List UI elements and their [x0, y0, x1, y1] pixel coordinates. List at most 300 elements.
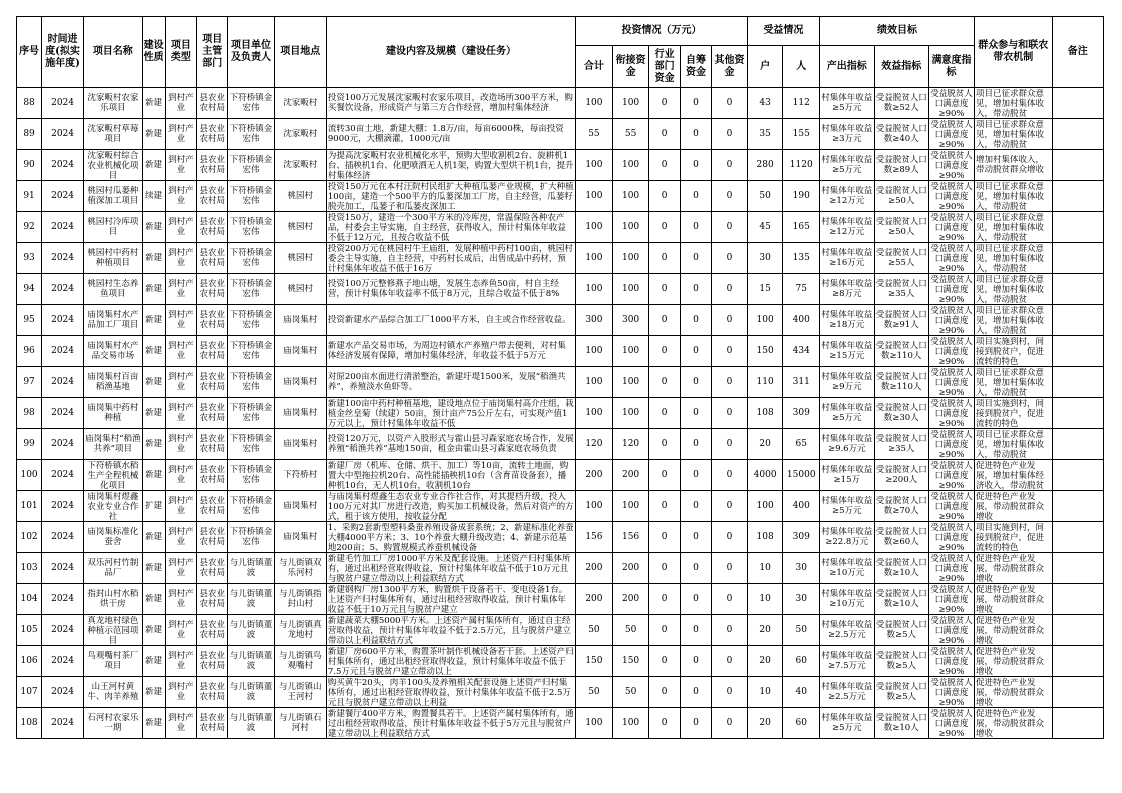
cell-people-text: 135 — [792, 253, 810, 263]
cell-year — [42, 305, 84, 336]
cell-people-text: 309 — [792, 408, 810, 418]
cell-seq — [17, 553, 42, 584]
cell-seq-text: 98 — [23, 408, 35, 418]
cell-households — [747, 150, 783, 181]
cell-satisfaction-text: 受益脱贫人口满意度≥90% — [930, 522, 973, 552]
cell-seq — [17, 367, 42, 398]
cell-inv-dept — [649, 460, 680, 491]
cell-dept — [197, 243, 228, 274]
cell-effect-text: 受益脱贫人口数≥89人 — [875, 155, 927, 175]
cell-dept-text: 县农业农村局 — [199, 403, 226, 423]
cell-households-text: 30 — [759, 253, 771, 263]
cell-effect-text: 受益脱贫人口≥200人 — [875, 465, 927, 485]
table-row — [17, 88, 1104, 119]
cell-inv-dept — [649, 212, 680, 243]
cell-output — [820, 522, 874, 553]
table-row — [17, 119, 1104, 150]
cell-nature-text: 新建 — [145, 594, 163, 604]
cell-year-text: 2024 — [51, 532, 75, 542]
cell-inv-self-text: 0 — [693, 718, 699, 728]
cell-households — [747, 212, 783, 243]
cell-content — [326, 305, 575, 336]
cell-inv-linked-text: 120 — [621, 439, 640, 449]
cell-inv-total — [576, 460, 613, 491]
cell-people-text: 165 — [792, 222, 810, 232]
cell-inv-linked-text: 200 — [621, 563, 640, 573]
cell-inv-other — [712, 491, 748, 522]
cell-inv-self — [680, 150, 711, 181]
cell-nature-text: 新建 — [145, 129, 163, 139]
cell-remark — [1052, 274, 1104, 305]
cell-output-text: 村集体年收益≥5万元 — [821, 713, 873, 733]
cell-inv-dept-text: 0 — [661, 687, 668, 697]
cell-location-text: 桃园村 — [287, 253, 313, 263]
cell-dept — [197, 336, 228, 367]
cell-type — [165, 708, 196, 739]
cell-content — [326, 274, 575, 305]
cell-nature — [142, 460, 165, 491]
cell-location — [274, 181, 326, 212]
cell-remark — [1052, 584, 1104, 615]
header-investment: 投资情况（万元） — [576, 17, 748, 46]
cell-satisfaction-text: 受益脱贫人口满意度≥90% — [930, 212, 973, 242]
cell-inv-other — [712, 646, 748, 677]
cell-inv-self-text: 0 — [693, 346, 699, 356]
cell-inv-total — [576, 398, 613, 429]
cell-nature — [142, 212, 165, 243]
cell-inv-other-text: 0 — [726, 439, 733, 449]
cell-inv-self — [680, 429, 711, 460]
cell-dept-text: 县农业农村局 — [199, 465, 226, 485]
cell-mechanism-text: 项目已征求群众意见，增加村集体收入，带动脱贫 — [976, 243, 1045, 273]
cell-households-text: 108 — [756, 532, 774, 542]
cell-inv-dept — [649, 429, 680, 460]
cell-inv-linked-text: 150 — [621, 656, 640, 666]
cell-mechanism-text: 项目已征求群众意见，增加村集体收入，带动脱贫 — [976, 212, 1045, 242]
cell-households — [747, 398, 783, 429]
cell-inv-total — [576, 336, 613, 367]
cell-nature — [142, 181, 165, 212]
cell-households-text: 20 — [759, 718, 771, 728]
cell-households-text: 15 — [759, 284, 771, 294]
cell-people-text: 60 — [795, 718, 807, 728]
cell-name — [84, 646, 143, 677]
cell-seq — [17, 398, 42, 429]
cell-location — [274, 615, 326, 646]
cell-name-text: 沈家畈村农家乐项目 — [87, 93, 139, 113]
cell-households — [747, 708, 783, 739]
cell-year-text: 2024 — [51, 625, 75, 635]
cell-effect-text: 受益脱贫人口数≥110人 — [875, 341, 927, 361]
cell-inv-total-text: 100 — [585, 346, 603, 356]
cell-effect-text: 受益脱贫人口数≥52人 — [875, 93, 927, 113]
cell-inv-other-text: 0 — [726, 284, 733, 294]
cell-nature-text: 新建 — [145, 377, 163, 387]
cell-inv-self-text: 0 — [693, 563, 699, 573]
cell-people — [783, 305, 820, 336]
cell-inv-linked — [612, 119, 649, 150]
cell-location — [274, 522, 326, 553]
cell-people — [783, 584, 820, 615]
cell-effect — [874, 367, 928, 398]
cell-inv-self-text: 0 — [693, 594, 699, 604]
cell-name-text: 沈家畈村综合农业机械化项目 — [87, 150, 139, 180]
cell-content-text: 投资100万元发展沈家畈村农家乐项目，改造场所300平方米，购买餐饮设备，形成资产与第三方合作经营，增加村集体经济 — [327, 93, 573, 113]
cell-remark — [1052, 305, 1104, 336]
cell-inv-other-text: 0 — [726, 191, 733, 201]
cell-content — [326, 119, 575, 150]
cell-people-text: 190 — [792, 191, 810, 201]
cell-output — [820, 305, 874, 336]
cell-seq-text: 106 — [20, 656, 38, 666]
cell-year-text: 2024 — [51, 687, 75, 697]
cell-inv-total — [576, 491, 613, 522]
cell-dept — [197, 553, 228, 584]
cell-location — [274, 677, 326, 708]
cell-inv-self-text: 0 — [693, 253, 699, 263]
cell-location-text: 庙岗集村 — [283, 501, 318, 511]
cell-households-text: 20 — [759, 656, 771, 666]
cell-people — [783, 398, 820, 429]
cell-satisfaction-text: 受益脱贫人口满意度≥90% — [930, 398, 973, 428]
cell-inv-self-text: 0 — [693, 470, 699, 480]
cell-location — [274, 150, 326, 181]
cell-output — [820, 274, 874, 305]
cell-dept — [197, 398, 228, 429]
cell-people — [783, 522, 820, 553]
cell-dept-text: 县农业农村局 — [199, 589, 226, 609]
cell-seq — [17, 429, 42, 460]
cell-households-text: 280 — [756, 160, 774, 170]
cell-inv-dept — [649, 367, 680, 398]
cell-year — [42, 367, 84, 398]
cell-people-text: 155 — [792, 129, 810, 139]
cell-people — [783, 615, 820, 646]
cell-nature — [142, 150, 165, 181]
cell-inv-total — [576, 553, 613, 584]
cell-households — [747, 677, 783, 708]
cell-location — [274, 336, 326, 367]
cell-output-text: 村集体年收益≥22.8万元 — [821, 527, 873, 547]
cell-seq-text: 104 — [20, 594, 38, 604]
cell-mechanism-text: 项目已征求群众意见，增加村集体收入，带动脱贫 — [976, 305, 1045, 335]
cell-households — [747, 243, 783, 274]
cell-dept — [197, 181, 228, 212]
cell-satisfaction — [928, 336, 974, 367]
header-content: 建设内容及规模（建设任务） — [326, 17, 575, 88]
table-row — [17, 429, 1104, 460]
cell-dept-text: 县农业农村局 — [199, 310, 226, 330]
cell-mechanism-text: 项目实施到村，间接到脱贫户，促进流转的特色 — [976, 336, 1045, 366]
cell-inv-other — [712, 212, 748, 243]
cell-name-text: 庙岗集中药村种植 — [87, 403, 139, 423]
cell-mechanism — [975, 367, 1052, 398]
cell-year-text: 2024 — [51, 594, 75, 604]
cell-inv-total — [576, 274, 613, 305]
cell-unit — [228, 522, 274, 553]
cell-people-text: 400 — [792, 315, 810, 325]
cell-seq-text: 108 — [20, 718, 38, 728]
cell-dept-text: 县农业农村局 — [199, 93, 226, 113]
cell-inv-linked — [612, 243, 649, 274]
table-row — [17, 646, 1104, 677]
cell-year — [42, 212, 84, 243]
cell-inv-linked — [612, 491, 649, 522]
cell-dept-text: 县农业农村局 — [199, 155, 226, 175]
cell-mechanism — [975, 677, 1052, 708]
table-row — [17, 398, 1104, 429]
cell-households-text: 20 — [759, 625, 771, 635]
cell-mechanism — [975, 646, 1052, 677]
cell-seq — [17, 646, 42, 677]
cell-year-text: 2024 — [51, 129, 75, 139]
cell-inv-total — [576, 522, 613, 553]
cell-inv-self-text: 0 — [693, 439, 699, 449]
cell-mechanism-text: 项目实施到村，间接到脱贫户，促进流转的特色 — [976, 398, 1045, 428]
cell-inv-self — [680, 491, 711, 522]
header-perf-effect: 效益指标 — [874, 46, 928, 88]
header-inv-other: 其他资金 — [712, 46, 748, 88]
cell-households — [747, 119, 783, 150]
cell-year — [42, 181, 84, 212]
cell-location-text: 庙岗集村 — [283, 408, 318, 418]
cell-nature-text: 新建 — [145, 563, 163, 573]
cell-inv-linked-text: 100 — [621, 98, 640, 108]
cell-unit-text: 下符桥镇金宏伟 — [229, 434, 273, 454]
cell-mechanism — [975, 429, 1052, 460]
cell-dept-text: 县农业农村局 — [199, 341, 226, 361]
cell-output — [820, 460, 874, 491]
cell-satisfaction — [928, 460, 974, 491]
cell-content-text: 新建厂房（机库、仓储、烘干、加工）等10亩，流转土地面，购置大中型拖拉机20台、高性能插秧机10台（含育苗设备套），播种机10台，无人机10台，收割机10台 — [327, 460, 569, 490]
cell-name — [84, 677, 143, 708]
cell-name — [84, 150, 143, 181]
cell-unit-text: 与儿街镇董波 — [229, 589, 273, 609]
cell-year — [42, 150, 84, 181]
cell-nature — [142, 88, 165, 119]
cell-nature — [142, 398, 165, 429]
cell-location — [274, 367, 326, 398]
cell-name — [84, 553, 143, 584]
table-row — [17, 305, 1104, 336]
cell-output-text: 村集体年收益≥18万元 — [821, 310, 873, 330]
cell-year-text: 2024 — [51, 377, 75, 387]
cell-location — [274, 429, 326, 460]
cell-effect-text: 受益脱贫人口≥35人 — [875, 279, 927, 299]
cell-unit-text: 下符桥镇金宏伟 — [229, 248, 273, 268]
cell-nature-text: 新建 — [145, 222, 163, 232]
cell-type-text: 到村产业 — [168, 155, 194, 175]
cell-households — [747, 88, 783, 119]
cell-households — [747, 615, 783, 646]
cell-content-text: 新建100亩中药村种植基地，建设地点位于庙岗集村高介庄组，栽植金丝皇菊（续建）50亩，预计亩产75公斤左右，可实现产值1万元以上，预计村集体年收益不低 — [327, 398, 574, 428]
cell-output — [820, 367, 874, 398]
cell-unit-text: 与儿街镇董波 — [229, 620, 273, 640]
cell-inv-self-text: 0 — [693, 625, 699, 635]
cell-people — [783, 243, 820, 274]
cell-nature — [142, 367, 165, 398]
cell-inv-linked — [612, 212, 649, 243]
cell-inv-total-text: 100 — [585, 718, 603, 728]
cell-satisfaction-text: 受益脱贫人口满意度≥90% — [930, 305, 973, 335]
table-row — [17, 274, 1104, 305]
cell-seq — [17, 119, 42, 150]
cell-location-text: 庙岗集村 — [283, 377, 318, 387]
header-remark: 备注 — [1052, 17, 1104, 88]
cell-households-text: 10 — [759, 687, 771, 697]
cell-seq — [17, 522, 42, 553]
cell-inv-other-text: 0 — [726, 532, 733, 542]
cell-output-text: 村集体年收益≥3万元 — [821, 124, 873, 144]
table-row — [17, 150, 1104, 181]
cell-mechanism — [975, 491, 1052, 522]
cell-people-text: 30 — [795, 594, 807, 604]
cell-inv-linked — [612, 150, 649, 181]
cell-mechanism-text: 促进特色产业发展，带动脱贫群众增收 — [976, 646, 1045, 676]
cell-location — [274, 646, 326, 677]
cell-unit-text: 与儿街镇董波 — [229, 713, 273, 733]
cell-type — [165, 305, 196, 336]
cell-effect — [874, 708, 928, 739]
cell-inv-other-text: 0 — [726, 470, 733, 480]
cell-location-text: 与儿街镇山王河村 — [278, 682, 322, 702]
cell-inv-linked-text: 100 — [621, 346, 640, 356]
cell-content — [326, 584, 575, 615]
cell-inv-total-text: 100 — [585, 98, 603, 108]
cell-content-text: 流转30亩土地，新建大棚：1.8万/亩，每亩6000株，每亩投资9000元，大棚滴灌，1000元/亩 — [327, 124, 564, 144]
cell-year — [42, 460, 84, 491]
cell-year-text: 2024 — [51, 408, 75, 418]
cell-effect — [874, 460, 928, 491]
cell-effect-text: 受益脱贫人口≥50人 — [875, 186, 927, 206]
cell-dept-text: 县农业农村局 — [199, 713, 226, 733]
header-nature: 建设性质 — [142, 17, 165, 88]
cell-households — [747, 646, 783, 677]
cell-name — [84, 181, 143, 212]
cell-inv-dept — [649, 553, 680, 584]
cell-inv-total — [576, 646, 613, 677]
cell-type-text: 到村产业 — [168, 403, 194, 423]
cell-content — [326, 398, 575, 429]
cell-households-text: 108 — [756, 408, 774, 418]
cell-location — [274, 491, 326, 522]
cell-inv-other-text: 0 — [726, 594, 733, 604]
cell-people — [783, 274, 820, 305]
cell-inv-self — [680, 88, 711, 119]
cell-remark — [1052, 336, 1104, 367]
cell-effect — [874, 429, 928, 460]
cell-inv-total — [576, 305, 613, 336]
cell-dept — [197, 522, 228, 553]
cell-content-text: 投资150万元在本村汪院村民组扩大种植瓜蒌产业规模，扩大种植100亩，建造一个500平方的瓜蒌深加工厂房，自主经营，瓜蒌籽脱壳加工，瓜蒌子和瓜蒌皮深加工 — [327, 181, 574, 211]
cell-nature-text: 新建 — [145, 284, 163, 294]
cell-output — [820, 336, 874, 367]
cell-type-text: 到村产业 — [168, 186, 194, 206]
cell-effect-text: 受益脱贫人口≥35人 — [875, 434, 927, 454]
cell-inv-other-text: 0 — [726, 129, 733, 139]
cell-inv-other-text: 0 — [726, 718, 733, 728]
cell-name — [84, 88, 143, 119]
cell-people-text: 1120 — [789, 160, 813, 170]
cell-satisfaction-text: 受益脱贫人口满意度≥90% — [930, 88, 973, 118]
cell-inv-total-text: 55 — [588, 129, 600, 139]
cell-inv-dept-text: 0 — [661, 377, 668, 387]
cell-location — [274, 212, 326, 243]
cell-location — [274, 398, 326, 429]
cell-output — [820, 584, 874, 615]
cell-satisfaction — [928, 88, 974, 119]
cell-inv-dept-text: 0 — [661, 129, 668, 139]
cell-inv-total-text: 120 — [585, 439, 603, 449]
cell-inv-other — [712, 181, 748, 212]
cell-inv-other — [712, 429, 748, 460]
cell-year-text: 2024 — [51, 315, 75, 325]
cell-effect-text: 受益脱贫人口数≥60人 — [875, 527, 927, 547]
cell-inv-linked-text: 100 — [621, 284, 640, 294]
cell-inv-dept-text: 0 — [661, 656, 668, 666]
cell-households — [747, 522, 783, 553]
cell-seq-text: 99 — [23, 439, 35, 449]
cell-type-text: 到村产业 — [168, 434, 194, 454]
cell-inv-total-text: 100 — [585, 408, 603, 418]
cell-inv-self — [680, 336, 711, 367]
header-benefit-people: 人 — [783, 46, 820, 88]
cell-people-text: 75 — [795, 284, 807, 294]
cell-inv-dept — [649, 615, 680, 646]
cell-inv-self — [680, 243, 711, 274]
cell-unit-text: 与儿街镇董波 — [229, 682, 273, 702]
cell-effect — [874, 553, 928, 584]
cell-inv-total-text: 50 — [588, 687, 600, 697]
cell-inv-other-text: 0 — [726, 98, 733, 108]
cell-inv-dept-text: 0 — [661, 253, 668, 263]
cell-inv-other-text: 0 — [726, 160, 733, 170]
cell-type — [165, 212, 196, 243]
cell-output — [820, 150, 874, 181]
cell-households-text: 20 — [759, 439, 771, 449]
header-performance: 绩效目标 — [820, 17, 975, 46]
cell-satisfaction-text: 受益脱贫人口满意度≥90% — [930, 646, 973, 676]
cell-year-text: 2024 — [51, 439, 75, 449]
cell-inv-self — [680, 708, 711, 739]
cell-content — [326, 367, 575, 398]
cell-inv-linked — [612, 336, 649, 367]
cell-seq-text: 103 — [20, 563, 38, 573]
cell-location — [274, 88, 326, 119]
cell-mechanism-text: 项目已征求群众意见，增加村集体收入，带动脱贫 — [976, 88, 1045, 118]
cell-inv-dept — [649, 181, 680, 212]
table-header — [17, 17, 1104, 88]
cell-dept — [197, 646, 228, 677]
cell-content-text: 1、采购2套新型塑料桑蚕养殖设备成套系统；2、新建标准化养蚕大棚4000平方米；3、10个养蚕大棚升级改造；4、新建示范基地200亩；5、购置规模式养蚕机械设备 — [327, 522, 574, 552]
cell-unit-text: 下符桥镇金宏伟 — [229, 217, 273, 237]
cell-people — [783, 181, 820, 212]
cell-nature — [142, 119, 165, 150]
cell-type-text: 到村产业 — [168, 341, 194, 361]
cell-satisfaction — [928, 367, 974, 398]
cell-remark — [1052, 677, 1104, 708]
cell-satisfaction — [928, 522, 974, 553]
cell-location — [274, 584, 326, 615]
cell-people — [783, 429, 820, 460]
cell-inv-linked — [612, 429, 649, 460]
cell-households — [747, 367, 783, 398]
cell-nature-text: 新建 — [145, 532, 163, 542]
cell-inv-dept-text: 0 — [661, 408, 668, 418]
cell-seq-text: 90 — [23, 160, 35, 170]
cell-content-text: 新建水产品交易市场，为周边村镇水产养殖户带去便利，对村集体经济发展有保障，增加村集体经济，年收益不低于5万元 — [327, 341, 566, 361]
cell-satisfaction — [928, 615, 974, 646]
